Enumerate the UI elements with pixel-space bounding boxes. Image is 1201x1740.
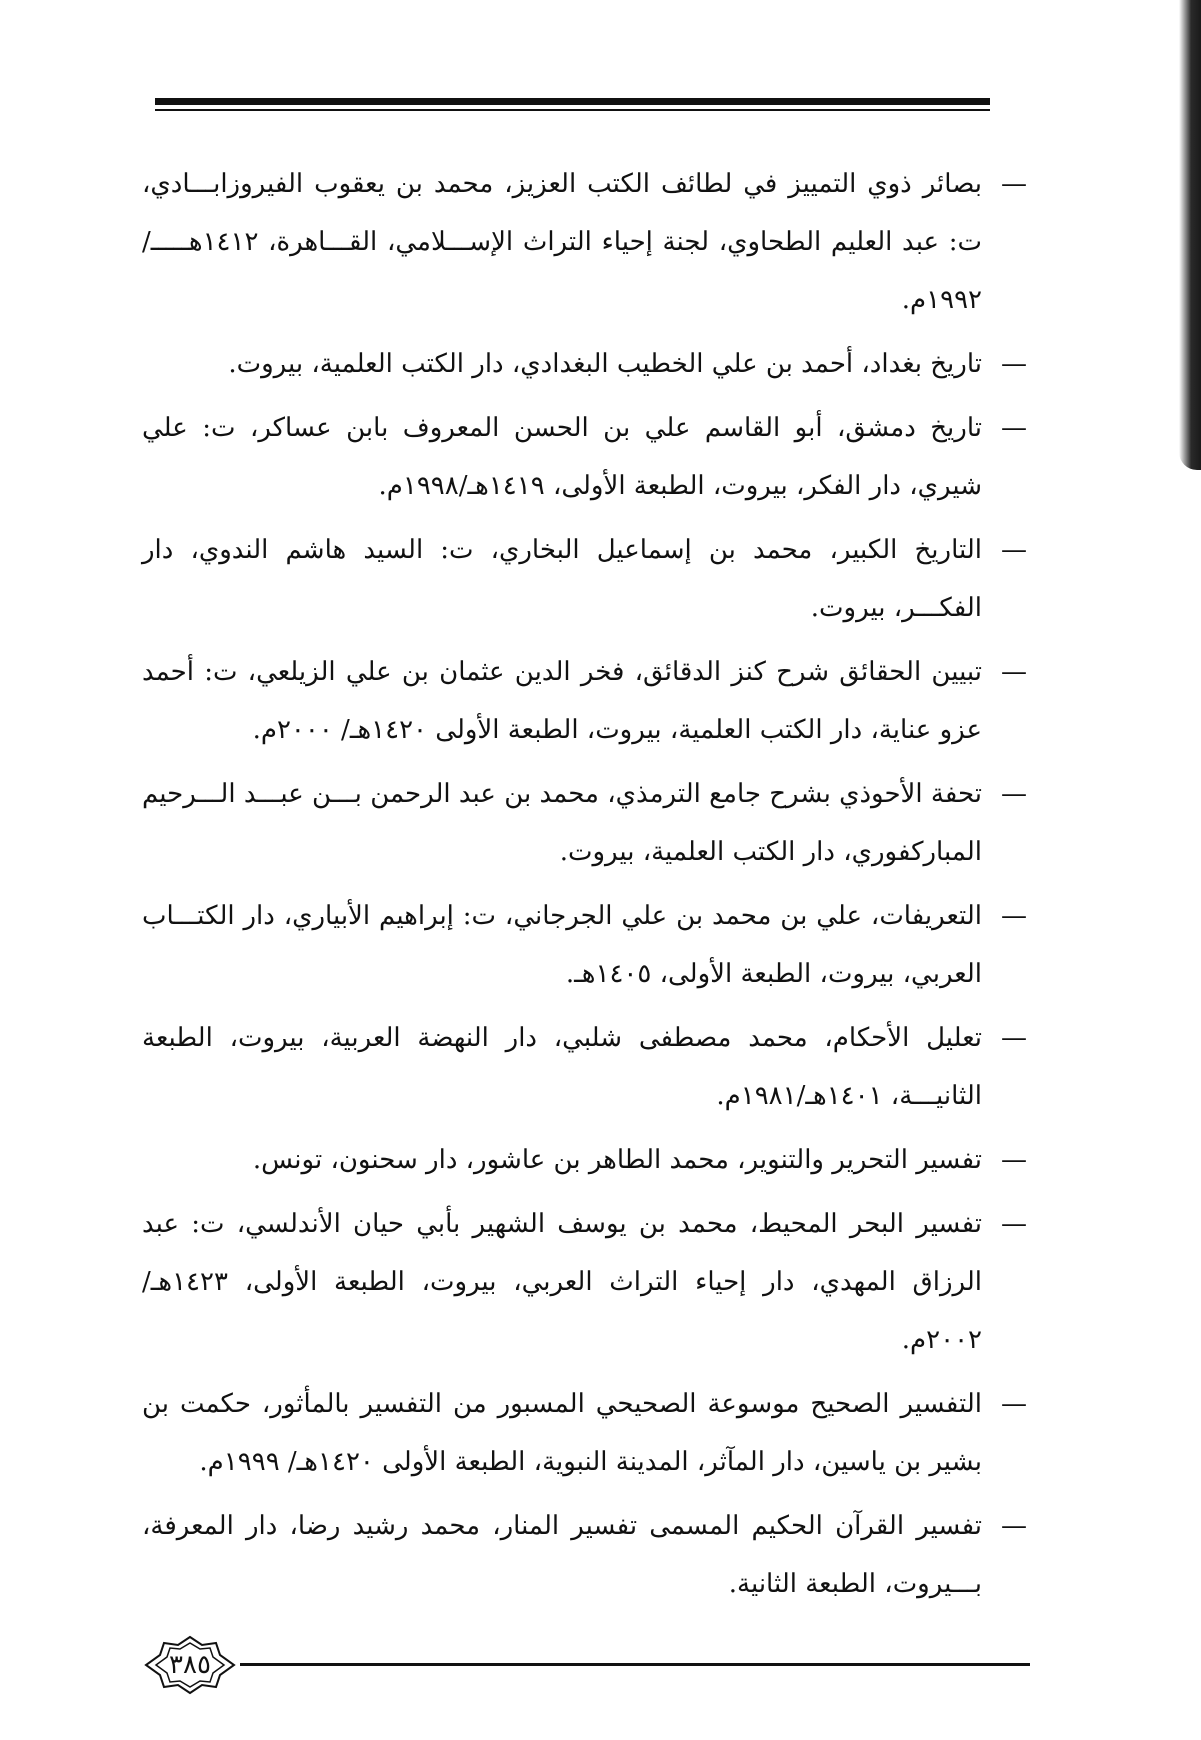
entry-text: تاريخ دمشق، أبو القاسم علي بن الحسن المعروف بابن عساكر، ت: علي شيري، دار الفكر، بيروت، الطبعة الأولى، ١٤١٩هـ/١٩٩٨م.: [142, 413, 982, 501]
entry-text: التاريخ الكبير، محمد بن إسماعيل البخاري، ت: السيد هاشم الندوي، دار الفكـــر، بيروت.: [142, 535, 982, 623]
entry-dash: —: [1001, 901, 1027, 931]
entry-text: تحفة الأحوذي بشرح جامع الترمذي، محمد بن عبد الرحمن بـــن عبـــد الـــرحيم المباركفوري، دار الكتب العلمية، بيروت.: [142, 779, 982, 867]
entry-text: بصائر ذوي التمييز في لطائف الكتب العزيز، محمد بن يعقوب الفيروزابـــادي، ت: عبد العليم الطحاوي، لجنة إحياء التراث الإســـلامي، القـــاهرة، ١٤١٢هـــــ/ ١٩٩٢م.: [142, 169, 982, 315]
bibliography-entry: [142, 1375, 1027, 1491]
entry-dash: —: [1001, 1389, 1027, 1419]
bibliography-entry: [142, 335, 1027, 393]
entry-dash: —: [1001, 657, 1027, 687]
entry-text: تعليل الأحكام، محمد مصطفى شلبي، دار النهضة العربية، بيروت، الطبعة الثانيـــة، ١٤٠١هـ/١٩٨١م.: [142, 1023, 982, 1111]
entry-dash: —: [1001, 779, 1027, 809]
bibliography-entry: [142, 643, 1027, 759]
entry-text: تبيين الحقائق شرح كنز الدقائق، فخر الدين عثمان بن علي الزيلعي، ت: أحمد عزو عناية، دار الكتب العلمية، بيروت، الطبعة الأولى ١٤٢٠هـ/ ٢٠٠٠م.: [142, 657, 982, 745]
bibliography-entry: [142, 765, 1027, 881]
scan-shadow-edge: [1179, 0, 1201, 470]
footer-rule: [240, 1663, 1030, 1666]
bibliography-entry: [142, 399, 1027, 515]
entry-dash: —: [1001, 535, 1027, 565]
entry-dash: —: [1001, 1511, 1027, 1541]
entry-text: تاريخ بغداد، أحمد بن علي الخطيب البغدادي، دار الكتب العلمية، بيروت.: [228, 349, 982, 379]
header-rule-thick: [155, 98, 990, 105]
bibliography-entry: [142, 521, 1027, 637]
bibliography-entry: [142, 1131, 1027, 1189]
entry-text: تفسير البحر المحيط، محمد بن يوسف الشهير بأبي حيان الأندلسي، ت: عبد الرزاق المهدي، دار إحياء التراث العربي، بيروت، الطبعة الأولى، ١٤٢٣هـ/ ٢٠٠٢م.: [142, 1209, 982, 1355]
page-number: ٣٨٥: [169, 1650, 211, 1680]
entry-dash: —: [1001, 1023, 1027, 1053]
page-footer: [140, 1635, 1030, 1695]
entry-text: التعريفات، علي بن محمد بن علي الجرجاني، ت: إبراهيم الأبياري، دار الكتـــاب العربي، بيروت، الطبعة الأولى، ١٤٠٥هـ.: [142, 901, 982, 989]
entry-dash: —: [1001, 1145, 1027, 1175]
bibliography-entry: [142, 1009, 1027, 1125]
entry-dash: —: [1001, 169, 1027, 199]
bibliography-entry: [142, 887, 1027, 1003]
bibliography-entry: [142, 1195, 1027, 1369]
header-rule: [155, 98, 990, 111]
entry-text: التفسير الصحيح موسوعة الصحيحي المسبور من التفسير بالمأثور، حكمت بن بشير بن ياسين، دار المآثر، المدينة النبوية، الطبعة الأولى ١٤٢٠هـ/ ١٩٩٩م.: [142, 1389, 982, 1477]
entry-text: تفسير التحرير والتنوير، محمد الطاهر بن عاشور، دار سحنون، تونس.: [252, 1145, 982, 1175]
entry-dash: —: [1001, 413, 1027, 443]
entry-dash: —: [1001, 349, 1027, 379]
entry-dash: —: [1001, 1209, 1027, 1239]
bibliography-entry: [142, 155, 1027, 329]
header-rule-thin: [155, 109, 990, 111]
entry-text: تفسير القرآن الحكيم المسمى تفسير المنار، محمد رشيد رضا، دار المعرفة، بـــيروت، الطبعة الثانية.: [142, 1511, 982, 1599]
bibliography-entry: [142, 1497, 1027, 1613]
bibliography-list: [142, 155, 1027, 1619]
